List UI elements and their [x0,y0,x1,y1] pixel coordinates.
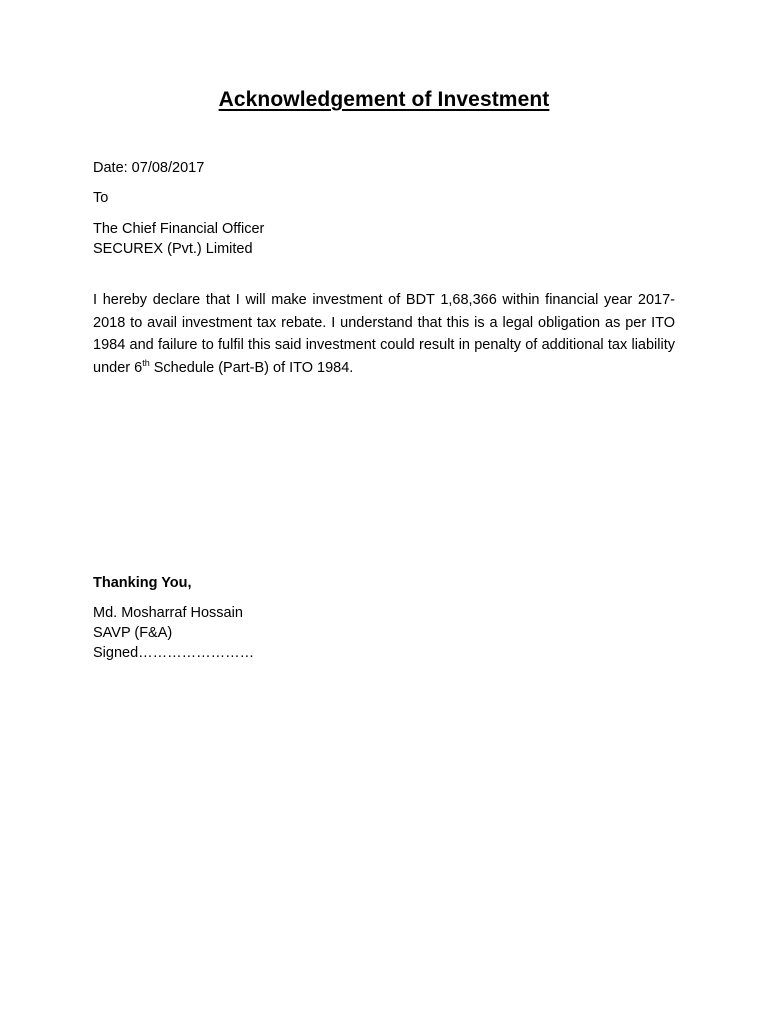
ordinal-superscript: th [142,357,150,368]
signed-line: Signed…………………… [93,645,255,661]
signatory-name: Md. Mosharraf Hossain [93,605,243,621]
recipient-company: SECUREX (Pvt.) Limited [93,241,253,257]
date-line: Date: 07/08/2017 [93,160,205,176]
declaration-text-main: I hereby declare that I will make investment of BDT 1,68,366 within financial year 2017-2018 to avail investment tax rebate. I understand that this is a legal obligation as per ITO 1984 and failure to fulfil this said investment could result in penalty of additional tax liability under 6 [93,292,675,376]
document-title: Acknowledgement of Investment [218,88,550,111]
declaration-paragraph [93,289,675,379]
closing-line: Thanking You, [93,575,192,591]
signatory-designation: SAVP (F&A) [93,625,173,641]
recipient-name: The Chief Financial Officer [93,221,265,237]
recipient-block [93,219,264,259]
to-line: To [93,190,109,206]
signature-block [93,603,254,663]
declaration-text-end: Schedule (Part-B) of ITO 1984. [149,359,354,376]
